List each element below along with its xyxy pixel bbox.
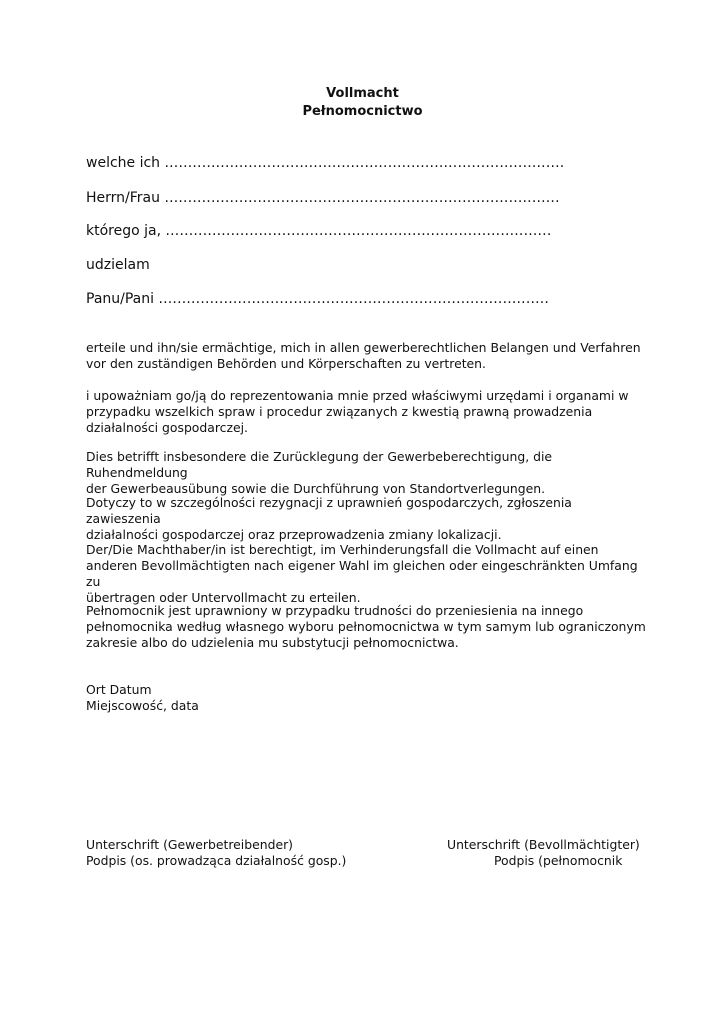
place-date-label-pl: Miejscowość, data: [86, 698, 199, 713]
field-ktorego-ja: [86, 222, 551, 240]
fill-in-dots: ......................................................................................: [164, 155, 565, 171]
signature-right-label-pl: Podpis (pełnomocnik: [494, 853, 623, 868]
field-label: Panu/Pani: [86, 291, 155, 307]
field-label: udzielam: [86, 257, 150, 273]
signature-right-label-de: Unterschrift (Bevollmächtigter): [447, 837, 640, 852]
field-panu-pani: [86, 290, 549, 308]
paragraph-de-scope: Dies betrifft insbesondere die Zurücklegung der Gewerbeberechtigung, die Ruhendmeldung der Gewerbeausübung sowie die Durchführung von Standortverlegungen.: [86, 449, 553, 496]
paragraph-pl-authorization: i upoważniam go/ją do reprezentowania mnie przed właściwymi urzędami i organami w przypadku wszelkich spraw i procedur związanych z kwestią prawną prowadzenia działalności gospodarczej.: [86, 388, 629, 435]
field-welche-ich: [86, 154, 564, 172]
fill-in-dots: ....................................................................................: [158, 291, 550, 307]
field-label: Herrn/Frau: [86, 190, 160, 206]
document-title: Vollmacht: [326, 86, 399, 101]
paragraph-de-substitution: Der/Die Machthaber/in ist berechtigt, im Verhinderungsfall die Vollmacht auf einen anderen Bevollmächtigten nach eigener Wahl im gleichen oder eingeschränkten Umfang zu übertragen oder Untervollmacht zu erteilen.: [86, 542, 638, 605]
signature-left-label-de: Unterschrift (Gewerbetreibender): [86, 837, 293, 852]
fill-in-dots: ...................................................................................: [165, 223, 552, 239]
place-date-label-de: Ort Datum: [86, 682, 152, 697]
signature-left-label-pl: Podpis (os. prowadząca działalność gosp.): [86, 853, 347, 868]
field-udzielam: [86, 256, 150, 274]
paragraph-de-authorization: erteile und ihn/sie ermächtige, mich in allen gewerberechtlichen Belangen und Verfahren vor den zuständigen Behörden und Körperschaften zu vertreten.: [86, 340, 641, 371]
paragraph-pl-scope: Dotyczy to w szczególności rezygnacji z uprawnień gospodarczych, zgłoszenia zawieszenia działalności gospodarczej oraz przeprowadzenia zmiany lokalizacji.: [86, 495, 572, 542]
field-label: którego ja,: [86, 223, 162, 239]
document-subtitle: Pełnomocnictwo: [302, 104, 423, 119]
fill-in-dots: .....................................................................................: [164, 190, 560, 206]
field-label: welche ich: [86, 155, 161, 171]
field-herrn-frau: [86, 189, 560, 207]
paragraph-pl-substitution: Pełnomocnik jest uprawniony w przypadku trudności do przeniesienia na innego pełnomocnika według własnego wyboru pełnomocnictwa w tym samym lub ograniczonym zakresie albo do udzielenia mu substytucji pełnomocnictwa.: [86, 603, 646, 650]
